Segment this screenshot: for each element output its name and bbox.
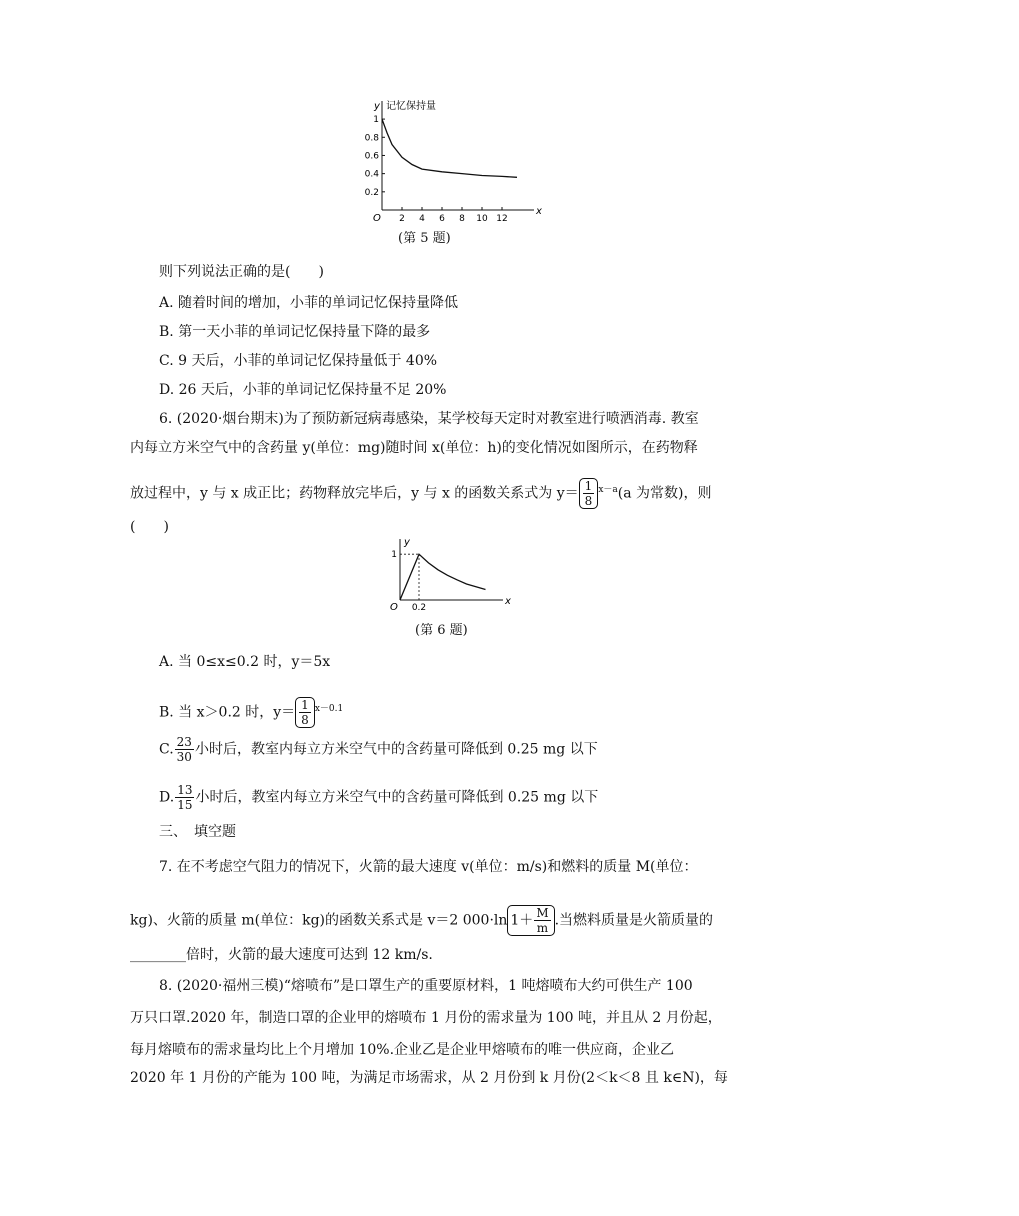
- q6-optb-bracket: $\frac{1}{8}$: [295, 697, 315, 728]
- concentration-curve: [400, 554, 486, 600]
- q5-stem: 则下列说法正确的是( ): [159, 264, 324, 280]
- fig6-chart: [380, 535, 510, 615]
- q6-fraction-bracket: $\frac{1}{8}$: [579, 478, 599, 509]
- q6-line4: ( ): [130, 519, 169, 535]
- fig5-chart: [362, 95, 542, 225]
- q6-option-c: C. $\frac{23}{30}$ 小时后，教室内每立方米空气中的含药量可降低到 0.25 mg 以下: [159, 735, 598, 764]
- q5-option-a: A. 随着时间的增加，小菲的单词记忆保持量降低: [159, 295, 459, 311]
- q6-line3: 放过程中，y 与 x 成正比；药物释放完毕后，y 与 x 的函数关系式为 y＝ $\frac{1}{8}$ $^{x-a}$(a 为常数)，则: [130, 479, 712, 508]
- y-tick-label: 0.8: [364, 133, 379, 144]
- q7-line2: kg)、火箭的质量 m(单位：kg)的函数关系式是 v＝2 000·ln 1＋ $\frac{M}{m}$ .当燃料质量是火箭质量的: [130, 906, 714, 935]
- y-tick-label: 0.2: [364, 187, 379, 198]
- y-tick-label: 1: [391, 550, 397, 561]
- q6-line1: 6. (2020·烟台期末)为了预防新冠病毒感染，某学校每天定时对教室进行喷洒消毒. 教室: [159, 411, 699, 427]
- x-tick-label: 2: [399, 214, 405, 224]
- q7-line1: 7. 在不考虑空气阻力的情况下，火箭的最大速度 v(单位：m/s)和燃料的质量 M(单位：: [159, 859, 698, 875]
- x-axis-var: x: [505, 596, 511, 607]
- fig5-caption: (第 5 题): [398, 231, 451, 246]
- y-axis-var: y: [404, 537, 410, 548]
- q8-line4: 2020 年 1 月份的产能为 100 吨，为满足市场需求，从 2 月份到 k 月份(2＜k＜8 且 k∈N)，每: [130, 1070, 728, 1086]
- q5-option-d: D. 26 天后，小菲的单词记忆保持量不足 20%: [159, 382, 447, 398]
- q8-line1: 8. (2020·福州三模)“熔喷布”是口罩生产的重要原材料，1 吨熔喷布大约可供生产 100: [159, 978, 693, 994]
- origin-label: O: [373, 213, 381, 224]
- q6-line2: 内每立方米空气中的含药量 y(单位：mg)随时间 x(单位：h)的变化情况如图所示，在药物释: [130, 440, 698, 456]
- q6-option-d: D. $\frac{13}{15}$ 小时后，教室内每立方米空气中的含药量可降低到 0.25 mg 以下: [159, 783, 599, 812]
- y-axis-label: 记忆保持量: [386, 101, 436, 112]
- q7-bracket: 1＋ $\frac{M}{m}$: [507, 905, 554, 936]
- retention-curve: [382, 119, 517, 177]
- y-tick-label: 1: [373, 115, 379, 126]
- section-3-heading: 三、 填空题: [159, 824, 236, 840]
- fig6-caption: (第 6 题): [415, 623, 468, 638]
- q8-line2: 万只口罩.2020 年，制造口罩的企业甲的熔喷布 1 月份的需求量为 100 吨，并且从 2 月份起，: [130, 1010, 722, 1026]
- x-tick-label: 12: [496, 214, 508, 224]
- origin-label: O: [390, 602, 398, 613]
- q8-line3: 每月熔喷布的需求量均比上个月增加 10%.企业乙是企业甲熔喷布的唯一供应商，企业乙: [130, 1042, 675, 1058]
- q6-option-b: B. 当 x＞0.2 时，y＝ $\frac{1}{8}$ $^{x-0.1}$: [159, 698, 344, 727]
- q5-option-c: C. 9 天后，小菲的单词记忆保持量低于 40%: [159, 353, 438, 369]
- x-tick-label: 8: [459, 214, 465, 224]
- x-tick-label: 6: [439, 214, 445, 224]
- y-tick-label: 0.4: [364, 169, 379, 180]
- y-axis-var: y: [374, 101, 380, 112]
- x-tick-label: 4: [419, 214, 425, 224]
- x-axis-var: x: [536, 206, 542, 217]
- q6-option-a: A. 当 0≤x≤0.2 时，y＝5x: [159, 654, 331, 670]
- q5-option-b: B. 第一天小菲的单词记忆保持量下降的最多: [159, 324, 431, 340]
- x-tick-label: 0.2: [411, 603, 427, 613]
- q7-line3: ________倍时，火箭的最大速度可达到 12 km/s.: [130, 947, 433, 963]
- y-tick-label: 0.6: [364, 151, 379, 162]
- x-tick-label: 10: [476, 214, 488, 224]
